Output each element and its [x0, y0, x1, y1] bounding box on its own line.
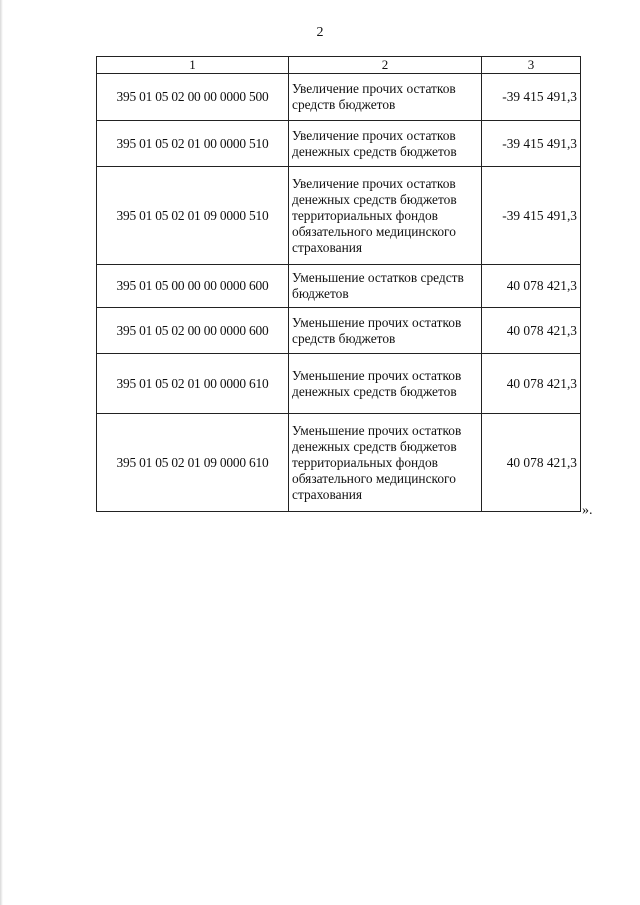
row-amount: -39 415 491,3	[482, 167, 581, 265]
table-row	[97, 265, 581, 308]
row-amount: -39 415 491,3	[482, 74, 581, 121]
row-code: 395 01 05 00 00 00 0000 600	[97, 265, 289, 308]
table-row	[97, 414, 581, 512]
row-description: Уменьшение прочих остатков денежных средств бюджетов	[289, 354, 482, 414]
row-code: 395 01 05 02 01 00 0000 510	[97, 121, 289, 167]
table-row	[97, 354, 581, 414]
table-row	[97, 167, 581, 265]
scan-edge	[0, 0, 3, 905]
closing-quote-mark: ».	[582, 503, 593, 518]
row-amount: -39 415 491,3	[482, 121, 581, 167]
row-code: 395 01 05 02 01 09 0000 610	[97, 414, 289, 512]
column-header-description: 2	[289, 57, 482, 74]
column-header-code: 1	[97, 57, 289, 74]
row-amount: 40 078 421,3	[482, 354, 581, 414]
row-amount: 40 078 421,3	[482, 414, 581, 512]
row-description: Увеличение прочих остатков денежных средств бюджетов территориальных фондов обязательного медицинского страхования	[289, 167, 482, 265]
row-description: Уменьшение остатков средств бюджетов	[289, 265, 482, 308]
table-row	[97, 74, 581, 121]
column-header-amount: 3	[482, 57, 581, 74]
table-row	[97, 308, 581, 354]
table-header-row	[97, 57, 581, 74]
row-description: Уменьшение прочих остатков средств бюджетов	[289, 308, 482, 354]
row-amount: 40 078 421,3	[482, 308, 581, 354]
row-description: Увеличение прочих остатков денежных средств бюджетов	[289, 121, 482, 167]
row-amount: 40 078 421,3	[482, 265, 581, 308]
budget-sources-table	[96, 56, 581, 512]
row-code: 395 01 05 02 01 00 0000 610	[97, 354, 289, 414]
table-row	[97, 121, 581, 167]
row-description: Уменьшение прочих остатков денежных средств бюджетов территориальных фондов обязательного медицинского страхования	[289, 414, 482, 512]
page-number: 2	[316, 25, 324, 40]
row-description: Увеличение прочих остатков средств бюджетов	[289, 74, 482, 121]
row-code: 395 01 05 02 00 00 0000 600	[97, 308, 289, 354]
row-code: 395 01 05 02 00 00 0000 500	[97, 74, 289, 121]
row-code: 395 01 05 02 01 09 0000 510	[97, 167, 289, 265]
